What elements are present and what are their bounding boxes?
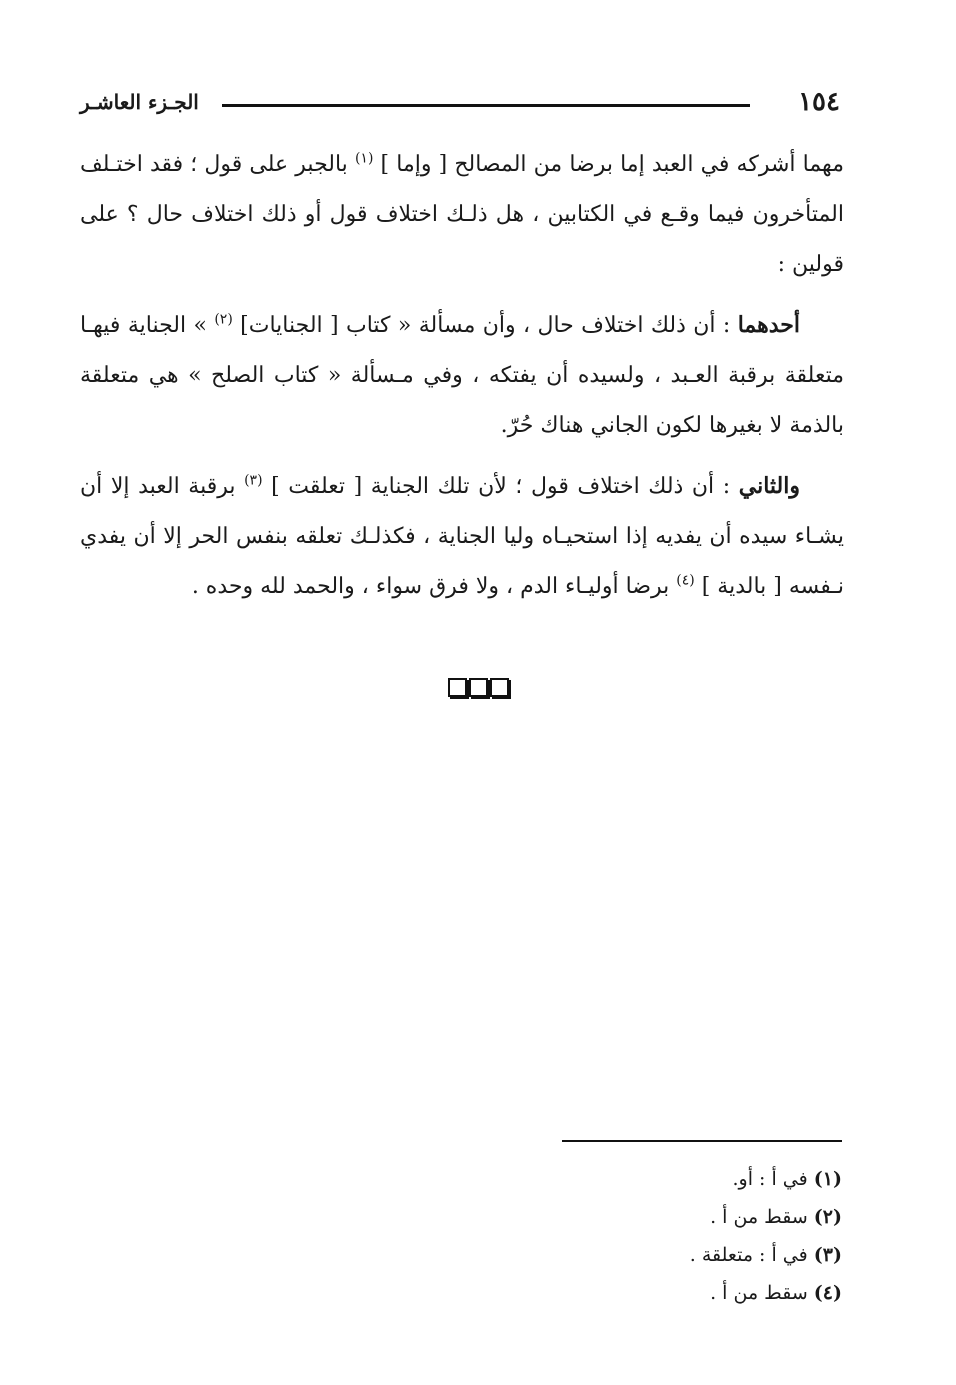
footnote (342, 1236, 842, 1274)
text-segment: بالجبر على قول ؛ فقد اختـلف المتأخرون فيما وقـع في الكتابين ، هل ذلـك اختلاف قول أو ذلك اختلاف حال ؟ على قولين : (80, 152, 844, 277)
running-title: الجـزء العاشـر (80, 90, 199, 114)
footnote-reference: (١) (354, 150, 374, 167)
text-segment: » الجناية فيهـا متعلقة برقبة العـبد ، ولسيده أن يفتكه ، وفي مـسألة « كتاب الصلح » هي متعلقة بالذمة لا بغيرها لكون الجاني هناك حُرّ. (80, 313, 844, 438)
ornament-square-icon (448, 678, 467, 697)
footnote-reference: (٢) (214, 311, 233, 328)
paragraph (80, 300, 844, 451)
header-rule (222, 104, 750, 107)
footnote-number: (٢) (813, 1206, 842, 1228)
footnote-number: (١) (813, 1168, 842, 1190)
text-segment: : أن ذلك اختلاف قول ؛ لأن تلك الجناية [ تعلقت ] (262, 474, 739, 499)
footnote-number: (٤) (813, 1282, 842, 1304)
ornament-square-icon (490, 678, 509, 697)
text-segment: برضا أوليـاء الدم ، ولا فرق سواء ، والحمد لله وحده . (191, 574, 677, 599)
footnote-text: سقط من أ . (710, 1206, 814, 1228)
footnote (342, 1160, 842, 1198)
paragraph (80, 140, 844, 290)
footnote-separator (562, 1140, 842, 1142)
section-end-ornament (0, 674, 956, 698)
paragraph (80, 461, 844, 612)
footnote-reference: (٣) (244, 472, 263, 489)
page-header (80, 82, 840, 122)
paragraph-lead: والثاني (738, 473, 800, 499)
ornament-square-icon (469, 678, 488, 697)
footnote-text: في أ : متعلقة . (689, 1244, 814, 1266)
text-segment: مهما أشركه في العبد إما برضا من المصالح [ وإما ] (373, 152, 844, 177)
text-segment: : أن ذلك اختلاف حال ، وأن مسألة « كتاب [ الجنايات] (232, 313, 738, 338)
text-segment: برقبة العبد إلا أن يشـاء سيده أن يفديه إذا استحيـاه وليا الجناية ، فكذلـك تعلقه بنفس الحر إلا أن يفدي نـفسه [ بالدية ] (80, 474, 844, 599)
page-number: ١٥٤ (798, 87, 840, 117)
footnote-number: (٣) (813, 1244, 842, 1266)
footnotes (342, 1160, 842, 1312)
footnote-text: في أ : أو. (732, 1168, 814, 1190)
footnote-text: سقط من أ . (710, 1282, 814, 1304)
footnote (342, 1274, 842, 1312)
footnote-reference: (٤) (676, 572, 695, 589)
paragraph-lead: أحدهما (737, 312, 800, 338)
body-text (80, 140, 844, 622)
footnote (342, 1198, 842, 1236)
